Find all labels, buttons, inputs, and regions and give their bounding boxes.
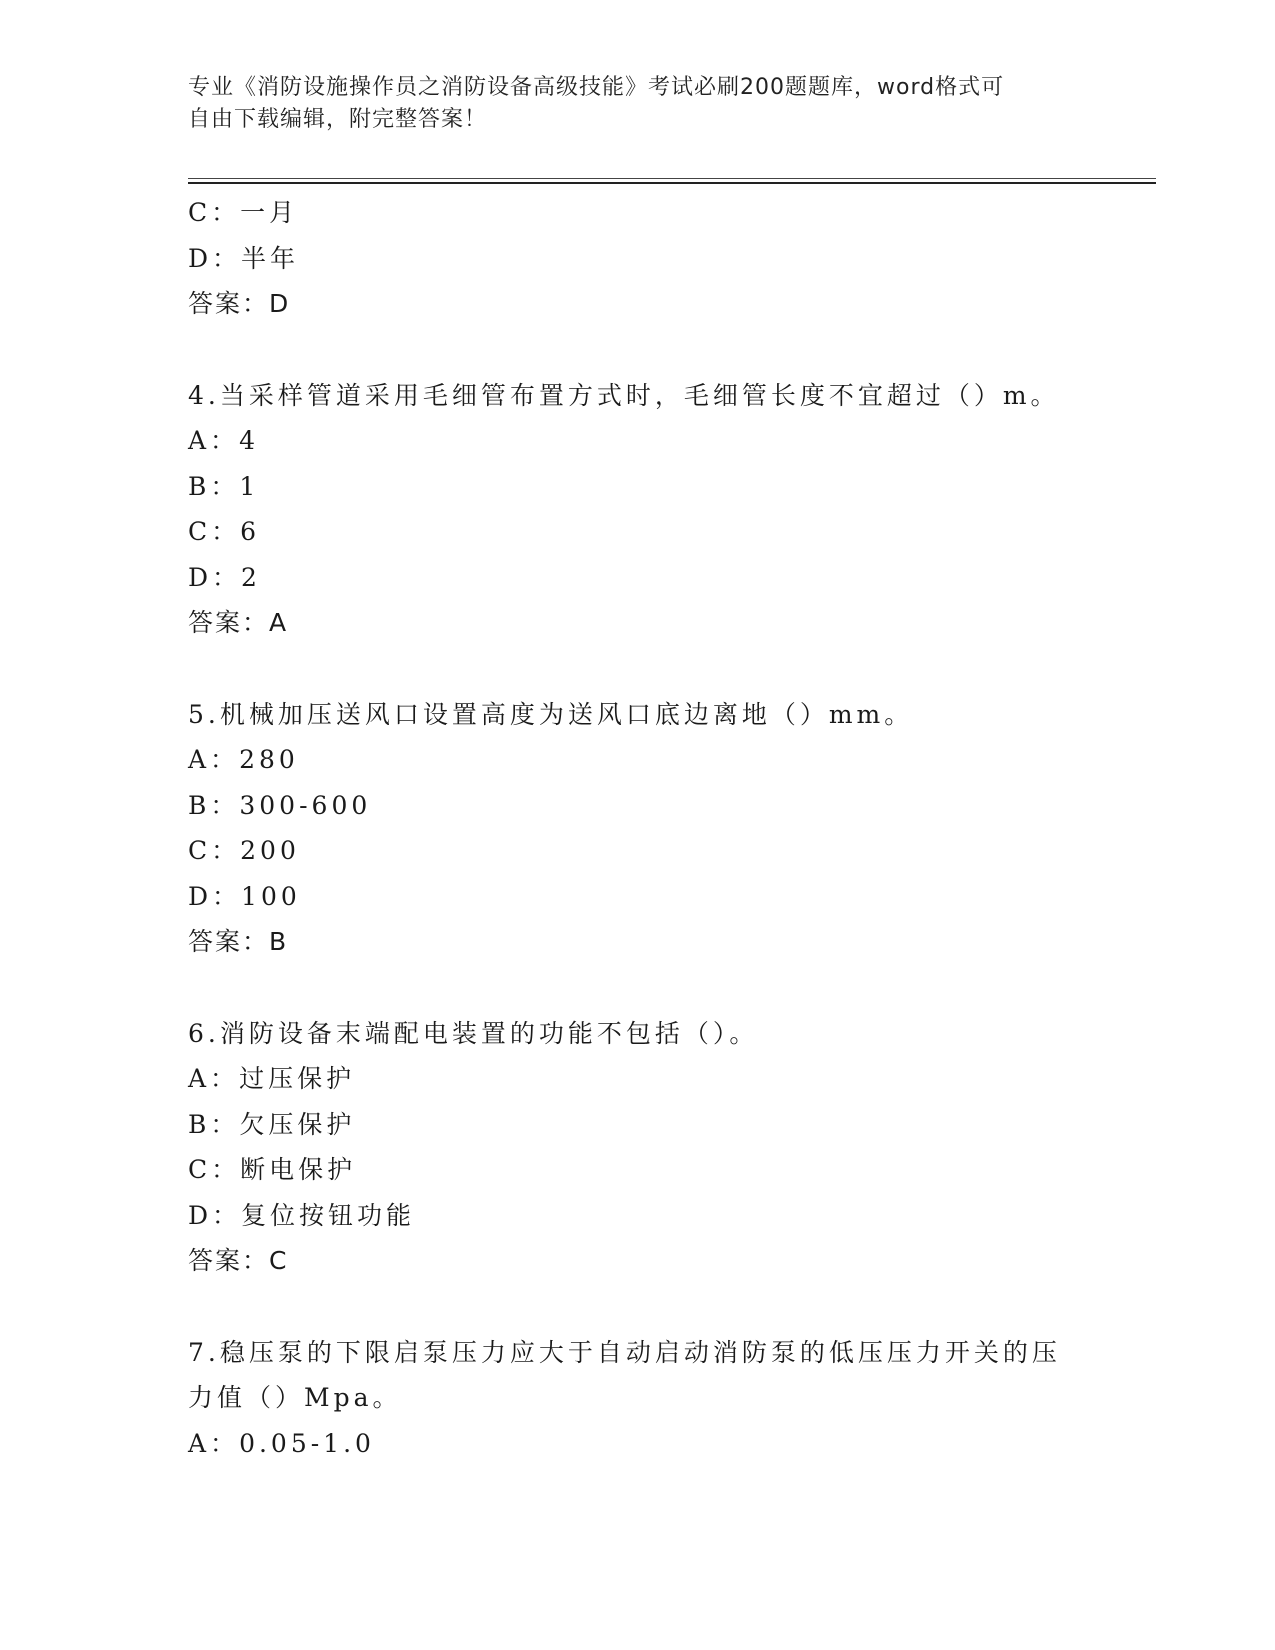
option-label: C： — [188, 1155, 241, 1184]
option-text: 过压保护 — [239, 1064, 356, 1093]
option-c — [188, 1147, 1118, 1193]
option-label: B： — [188, 790, 240, 820]
option-label: A： — [188, 745, 240, 774]
option-text: 一月 — [240, 198, 299, 227]
option-d — [188, 236, 1118, 282]
option-text: 300-600 — [239, 790, 372, 820]
option-text: 2 — [241, 562, 261, 592]
answer-line: 答案：C — [188, 1246, 289, 1275]
option-text: 欠压保护 — [239, 1109, 356, 1139]
option-label: A： — [188, 1428, 240, 1458]
option-text: 断电保护 — [240, 1155, 357, 1184]
header-line-2: 自由下载编辑，附完整答案！ — [188, 107, 488, 132]
option-b — [188, 464, 1118, 510]
answer-line: 答案：B — [188, 927, 289, 956]
option-text: 200 — [240, 836, 300, 865]
option-text: 0.05-1.0 — [239, 1428, 375, 1458]
option-a — [188, 1056, 1118, 1102]
option-text: 100 — [241, 881, 301, 911]
option-label: D： — [188, 1200, 242, 1230]
question-stem: 4.当采样管道采用毛细管布置方式时，毛细管长度不宜超过（）m。 — [188, 380, 1060, 410]
option-label: B： — [188, 1109, 240, 1139]
option-label: D： — [188, 243, 242, 273]
question-block-7 — [188, 1330, 1118, 1467]
question-stem-line-1: 7.稳压泵的下限启泵压力应大于自动启动消防泵的低压压力开关的压 — [188, 1337, 1061, 1367]
spacer — [188, 646, 1118, 692]
option-d — [188, 555, 1118, 601]
question-stem: 5.机械加压送风口设置高度为送风口底边离地（）mm。 — [188, 699, 914, 729]
question-stem-line-2: 力值（）Mpa。 — [188, 1383, 402, 1412]
option-c — [188, 509, 1118, 555]
option-label: B： — [188, 471, 240, 501]
question-stem: 6.消防设备末端配电装置的功能不包括（）。 — [188, 1018, 759, 1048]
option-b — [188, 783, 1118, 829]
spacer — [188, 1284, 1118, 1330]
option-label: C： — [188, 198, 241, 227]
option-label: D： — [188, 881, 242, 911]
spacer — [188, 327, 1118, 373]
question-block-5 — [188, 692, 1118, 965]
header-line-1: 专业《消防设施操作员之消防设备高级技能》考试必刷200题题库，word格式可 — [188, 75, 1005, 100]
option-label: A： — [188, 426, 240, 455]
header-divider-thick — [188, 182, 1156, 184]
header-divider-thin — [188, 178, 1156, 179]
option-a — [188, 418, 1118, 464]
option-text: 半年 — [241, 243, 300, 273]
option-label: D： — [188, 562, 242, 592]
spacer — [188, 965, 1118, 1011]
answer-line: 答案：A — [188, 608, 289, 637]
option-text: 1 — [239, 471, 260, 501]
option-a — [188, 1421, 1118, 1467]
option-c — [188, 828, 1118, 874]
option-a — [188, 737, 1118, 783]
option-d — [188, 1193, 1118, 1239]
answer-line: 答案：D — [188, 289, 291, 318]
option-d — [188, 874, 1118, 920]
option-label: C： — [188, 836, 241, 865]
option-label: C： — [188, 517, 241, 546]
question-block-6 — [188, 1011, 1118, 1284]
question-list — [188, 190, 1118, 1466]
option-b — [188, 1102, 1118, 1148]
option-text: 6 — [240, 517, 261, 546]
option-text: 4 — [239, 426, 259, 455]
option-c — [188, 190, 1118, 236]
document-header — [188, 72, 1068, 136]
option-label: A： — [188, 1064, 240, 1093]
option-text: 280 — [239, 745, 299, 774]
option-text: 复位按钮功能 — [241, 1200, 416, 1230]
question-block-4 — [188, 373, 1118, 646]
question-block-3-partial — [188, 190, 1118, 327]
